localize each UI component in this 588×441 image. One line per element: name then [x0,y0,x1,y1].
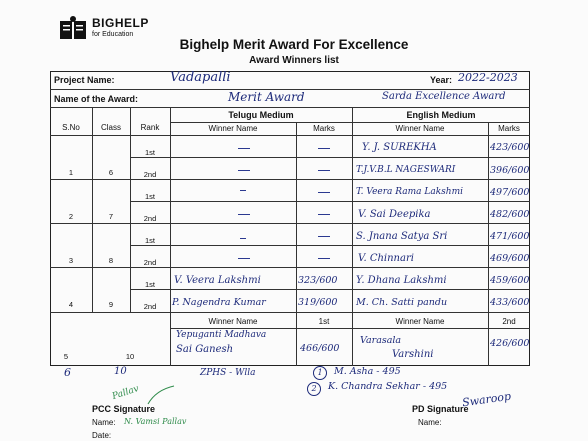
sno-cell: 5 [63,352,69,361]
rank-cell: 2nd [143,170,157,179]
org-tagline: for Education [92,31,134,38]
pd-signature: Swaroop [461,389,512,410]
pd-name-label: Name: [418,418,442,427]
telugu-winner-name: V. Veera Lakshmi [174,275,261,286]
telugu-marks: 319/600 [298,297,338,308]
year-label: Year: [430,75,453,85]
grid-line [50,107,530,108]
grid-line [50,223,530,224]
telugu-marks: 466/600 [300,343,340,354]
note-entry2-num: 2 [307,382,321,396]
grid-line [50,135,530,136]
telugu-winner-name: P. Nagendra Kumar [172,297,266,308]
rank-cell: 1st [144,148,155,157]
pd-signature-label: PD Signature [412,404,469,414]
sno-cell: 2 [68,212,74,221]
english-marks: 423/600 [490,142,530,153]
grid-line [130,245,530,246]
telugu-winner-name: Yepuganti Madhava [176,330,267,340]
rank-cell: 1st [144,236,155,245]
english-winner-name: Varshini [392,349,434,360]
empty-mark [318,236,330,237]
sno-cell: 4 [68,300,74,309]
empty-mark [238,170,250,171]
sub-winner2-header: Winner Name [395,317,445,326]
grid-line [130,157,530,158]
english-winner-name: V. Sai Deepika [358,209,431,220]
award-value-english: Sarda Excellence Award [382,91,506,102]
english-marks: 469/600 [490,253,530,264]
grid-line [352,107,353,366]
english-marks: 497/600 [490,187,530,198]
note-entry1: M. Asha - 495 [334,366,401,377]
telugu-medium-header: Telugu Medium [228,110,294,120]
class-cell: 6 [108,168,114,177]
grid-line [92,107,93,312]
note-class: 10 [114,366,127,377]
english-winner-name: Varasala [360,335,402,346]
rank-cell: 1st [144,280,155,289]
rank-cell: 2nd [143,302,157,311]
empty-mark [238,258,250,259]
grid-line [170,328,530,329]
english-marks: 482/600 [490,209,530,220]
grid-line [170,107,171,366]
pcc-signature: Pallav [111,384,141,402]
col-rank: Rank [140,123,160,132]
empty-mark [238,214,250,215]
empty-mark [318,214,330,215]
english-marks: 396/600 [490,165,530,176]
rank-cell: 2nd [143,214,157,223]
english-winner-name: V. Chinnari [358,253,414,264]
award-label: Name of the Award: [54,94,139,104]
english-winner-name: M. Ch. Satti pandu [356,297,448,308]
english-winner-name: Y. J. SUREKHA [362,142,437,153]
note-school: ZPHS - Wlla [200,368,256,378]
page-title: Bighelp Merit Award For Excellence [179,37,409,52]
sno-cell: 3 [68,256,74,265]
english-winner-name: S. Jnana Satya Sri [356,231,448,242]
empty-mark [240,190,246,191]
col-english-marks: Marks [498,124,520,133]
award-value-telugu: Merit Award [228,90,305,104]
pcc-name-label: Name: [92,418,116,427]
grid-line [130,289,530,290]
sub-winner-header: Winner Name [208,317,258,326]
class-cell: 10 [125,352,135,361]
sno-cell: 1 [68,168,74,177]
sub-second-header: 2nd [502,317,516,326]
grid-line [50,267,530,268]
grid-line [296,122,297,366]
org-brand: BIGHELP [92,16,149,30]
grid-line [50,179,530,180]
empty-mark [318,148,330,149]
grid-line [50,312,530,313]
note-sno: 6 [64,366,71,379]
english-medium-header: English Medium [406,110,476,120]
empty-mark [240,238,246,239]
pcc-date-label: Date: [92,431,112,440]
project-label: Project Name: [54,75,115,85]
col-english-winner: Winner Name [395,124,445,133]
grid-line [488,122,489,366]
empty-mark [318,258,330,259]
english-winner-name: Y. Dhana Lakshmi [356,275,447,286]
class-cell: 8 [108,256,114,265]
pcc-signature-stroke [146,384,176,408]
english-marks: 426/600 [490,338,530,349]
empty-mark [318,170,330,171]
page-subtitle: Award Winners list [249,55,339,66]
sub-first-header: 1st [318,317,330,326]
grid-line [130,201,530,202]
note-entry1-num: 1 [313,366,327,380]
telugu-marks: 323/600 [298,275,338,286]
pcc-name-value: N. Vamsi Pallav [124,417,187,426]
col-telugu-winner: Winner Name [208,124,258,133]
col-sno: S.No [62,123,80,132]
col-telugu-marks: Marks [313,124,335,133]
english-winner-name: T.J.V.B.L NAGESWARI [356,165,456,175]
class-cell: 7 [108,212,114,221]
empty-mark [318,192,330,193]
rank-cell: 1st [144,192,155,201]
year-value: 2022-2023 [458,71,518,84]
english-marks: 433/600 [490,297,530,308]
project-value: Vadapalli [170,70,231,85]
col-class: Class [100,123,121,132]
empty-mark [238,148,250,149]
class-cell: 9 [108,300,114,309]
pcc-signature-label: PCC Signature [92,404,156,414]
english-marks: 471/600 [490,231,530,242]
english-marks: 459/600 [490,275,530,286]
rank-cell: 2nd [143,258,157,267]
note-entry2: K. Chandra Sekhar - 495 [328,381,448,392]
telugu-winner-name: Sai Ganesh [176,344,234,355]
grid-line [170,122,530,123]
english-winner-name: T. Veera Rama Lakshmi [356,187,463,197]
